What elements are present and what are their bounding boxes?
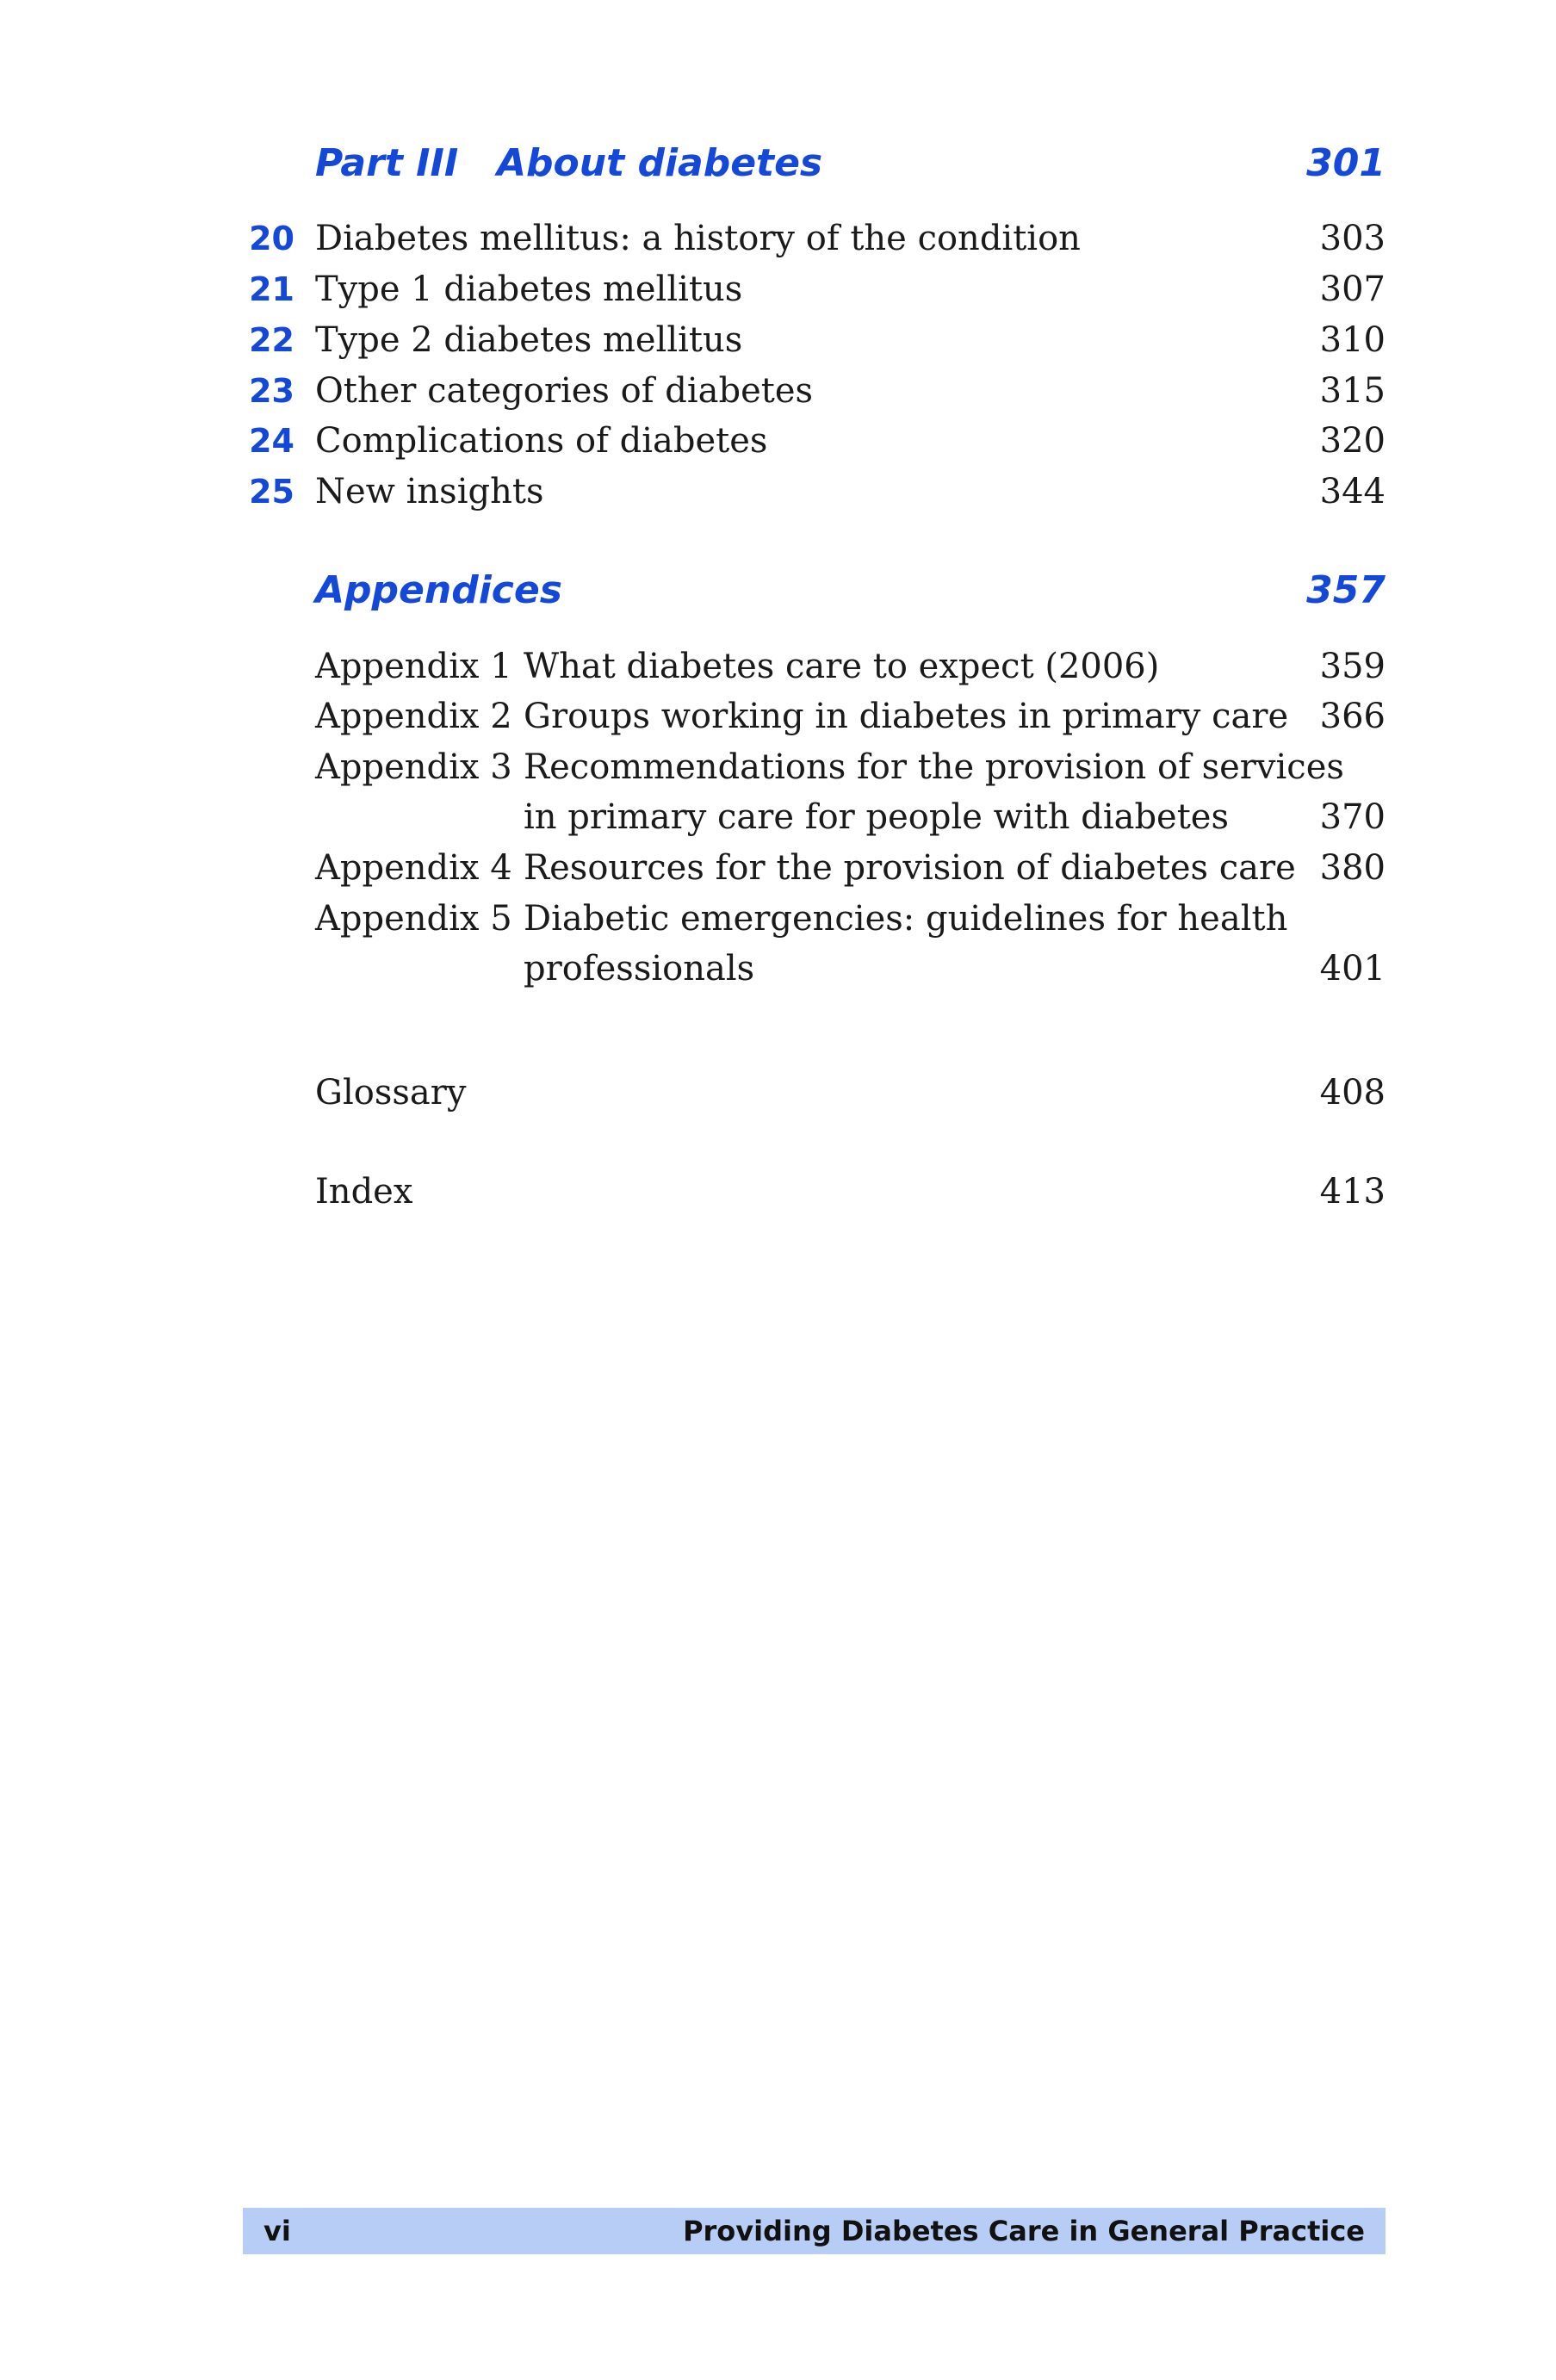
chapter-number: 25 [249,473,294,511]
chapter-page-number: 344 [1319,472,1386,511]
part-title: About diabetes [497,141,823,185]
glossary-title: Glossary [315,1073,467,1113]
page-footer [243,2208,1386,2254]
chapter-page-number: 310 [1319,320,1386,360]
chapter-title: Other categories of diabetes [315,371,814,411]
appendix-title-continued: in primary care for people with diabetes [524,797,1230,837]
footer-book-title: Providing Diabetes Care in General Practice [683,2215,1365,2247]
appendices-heading: Appendices [315,568,562,612]
chapter-number: 21 [249,270,294,308]
appendix-title: What diabetes care to expect (2006) [524,647,1160,686]
appendix-label: Appendix 1 [315,647,512,686]
appendix-title: Groups working in diabetes in primary care [524,697,1289,736]
chapter-page-number: 320 [1319,421,1386,461]
chapter-page-number: 307 [1319,270,1386,309]
appendices-page-number: 357 [1306,568,1386,612]
appendix-title: Resources for the provision of diabetes care [524,848,1296,888]
chapter-number: 23 [249,372,294,410]
chapter-title: Complications of diabetes [315,421,768,461]
part-label: Part III [315,141,459,185]
footer-page-numeral: vi [263,2215,291,2247]
chapter-number: 24 [249,422,294,460]
appendix-title: Recommendations for the provision of services [524,747,1344,787]
appendix-label: Appendix 2 [315,697,512,736]
chapter-number: 20 [249,220,294,257]
chapter-title: New insights [315,472,544,511]
chapter-page-number: 315 [1319,371,1386,411]
appendix-label: Appendix 5 [315,899,512,939]
chapter-number: 22 [249,321,294,359]
chapter-title: Diabetes mellitus: a history of the condition [315,219,1081,258]
appendix-page-number: 359 [1319,647,1386,686]
appendix-title: Diabetic emergencies: guidelines for health [524,899,1288,939]
glossary-page-number: 408 [1319,1073,1386,1113]
appendix-title-continued: professionals [524,949,755,989]
appendix-page-number: 370 [1319,797,1386,837]
index-title: Index [315,1172,413,1212]
appendix-label: Appendix 3 [315,747,512,787]
index-page-number: 413 [1319,1172,1386,1212]
appendix-page-number: 366 [1319,697,1386,736]
chapter-title: Type 2 diabetes mellitus [315,320,743,360]
chapter-page-number: 303 [1319,219,1386,258]
part-page-number: 301 [1306,141,1386,185]
appendix-label: Appendix 4 [315,848,512,888]
appendix-page-number: 401 [1319,949,1386,989]
appendix-page-number: 380 [1319,848,1386,888]
chapter-title: Type 1 diabetes mellitus [315,270,743,309]
